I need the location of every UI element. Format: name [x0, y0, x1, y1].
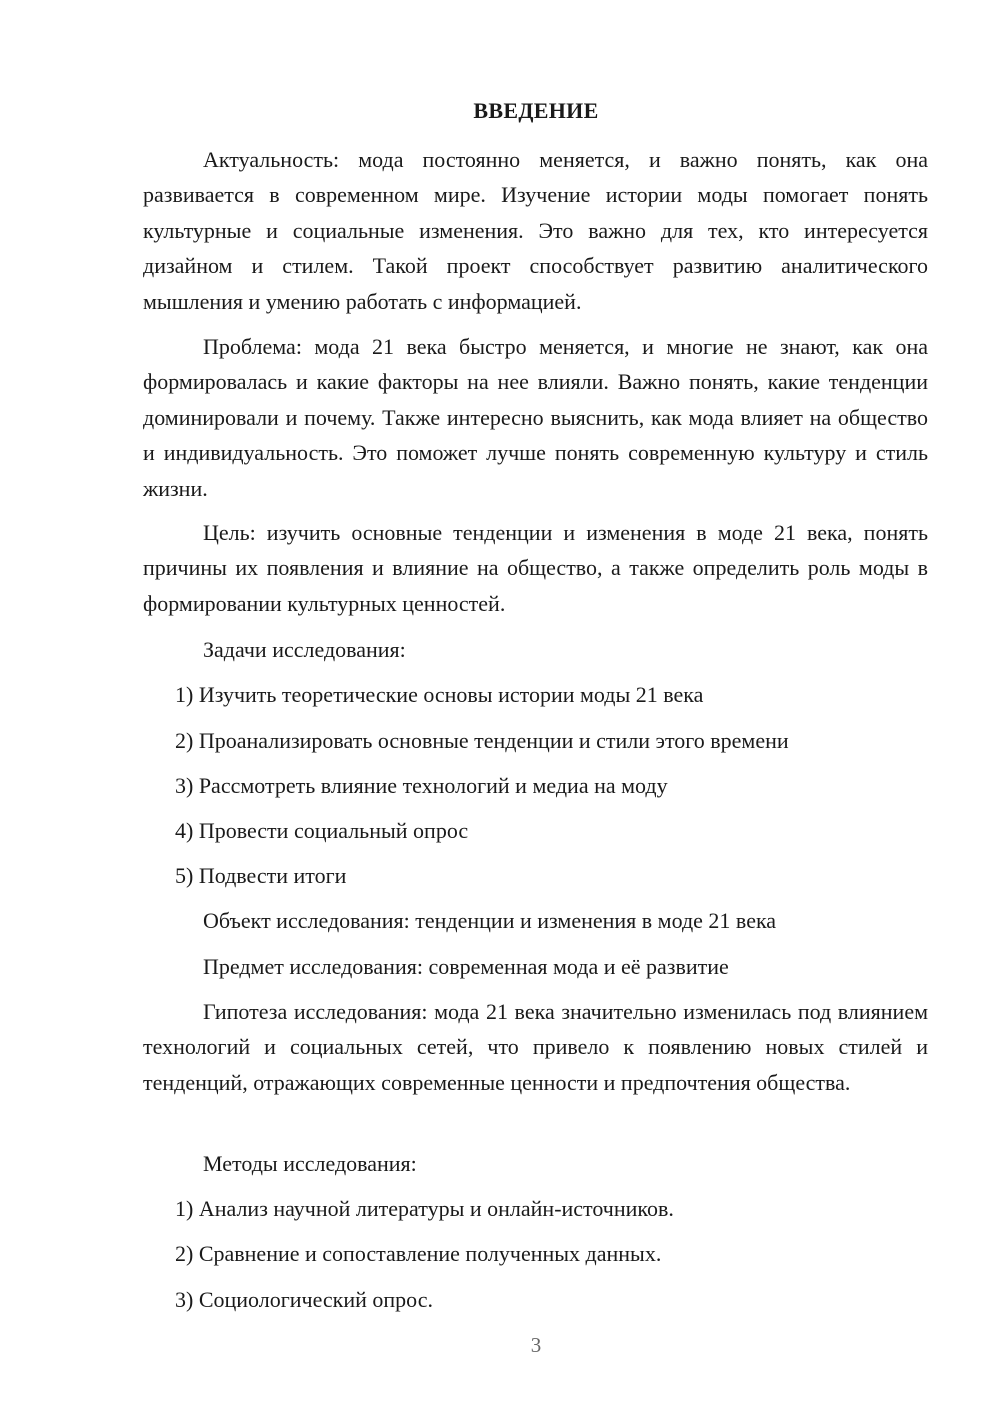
- method-item: 2) Сравнение и сопоставление полученных данных.: [175, 1241, 662, 1266]
- methods-heading: Методы исследования:: [203, 1151, 417, 1176]
- research-subject: Предмет исследования: современная мода и её развитие: [203, 954, 729, 979]
- task-item: 3) Рассмотреть влияние технологий и медиа на моду: [175, 773, 668, 798]
- task-item: 5) Подвести итоги: [175, 863, 347, 888]
- task-item: 1) Изучить теоретические основы истории моды 21 века: [175, 682, 704, 707]
- relevance-paragraph: Актуальность: мода постоянно меняется, и важно понять, как она развивается в современном мире. Изучение истории моды помогает понять культурные и социальные изменения. Это важно для тех, кто интересуется дизайном и стилем. Такой проект способствует развитию аналитического мышления и умению работать с информацией.: [143, 147, 928, 314]
- hypothesis-paragraph: Гипотеза исследования: мода 21 века значительно изменилась под влиянием технологий и социальных сетей, что привело к появлению новых стилей и тенденций, отражающих современные ценности и предпочтения общества.: [143, 999, 928, 1095]
- page-number: 3: [530, 1333, 542, 1357]
- method-item: 3) Социологический опрос.: [175, 1287, 433, 1312]
- problem-paragraph: Проблема: мода 21 века быстро меняется, и многие не знают, как она формировалась и какие факторы на нее влияли. Важно понять, какие тенденции доминировали и почему. Также интересно выяснить, как мода влияет на общество и индивидуальность. Это поможет лучше понять современную культуру и стиль жизни.: [143, 334, 928, 501]
- task-item: 4) Провести социальный опрос: [175, 818, 469, 843]
- tasks-heading: Задачи исследования:: [203, 637, 406, 662]
- section-title: ВВЕДЕНИЕ: [473, 98, 599, 123]
- task-item: 2) Проанализировать основные тенденции и стили этого времени: [175, 728, 789, 753]
- research-object: Объект исследования: тенденции и изменения в моде 21 века: [203, 908, 777, 933]
- goal-paragraph: Цель: изучить основные тенденции и изменения в моде 21 века, понять причины их появления и влияние на общество, а также определить роль моды в формировании культурных ценностей.: [143, 520, 928, 616]
- method-item: 1) Анализ научной литературы и онлайн-источников.: [175, 1196, 674, 1221]
